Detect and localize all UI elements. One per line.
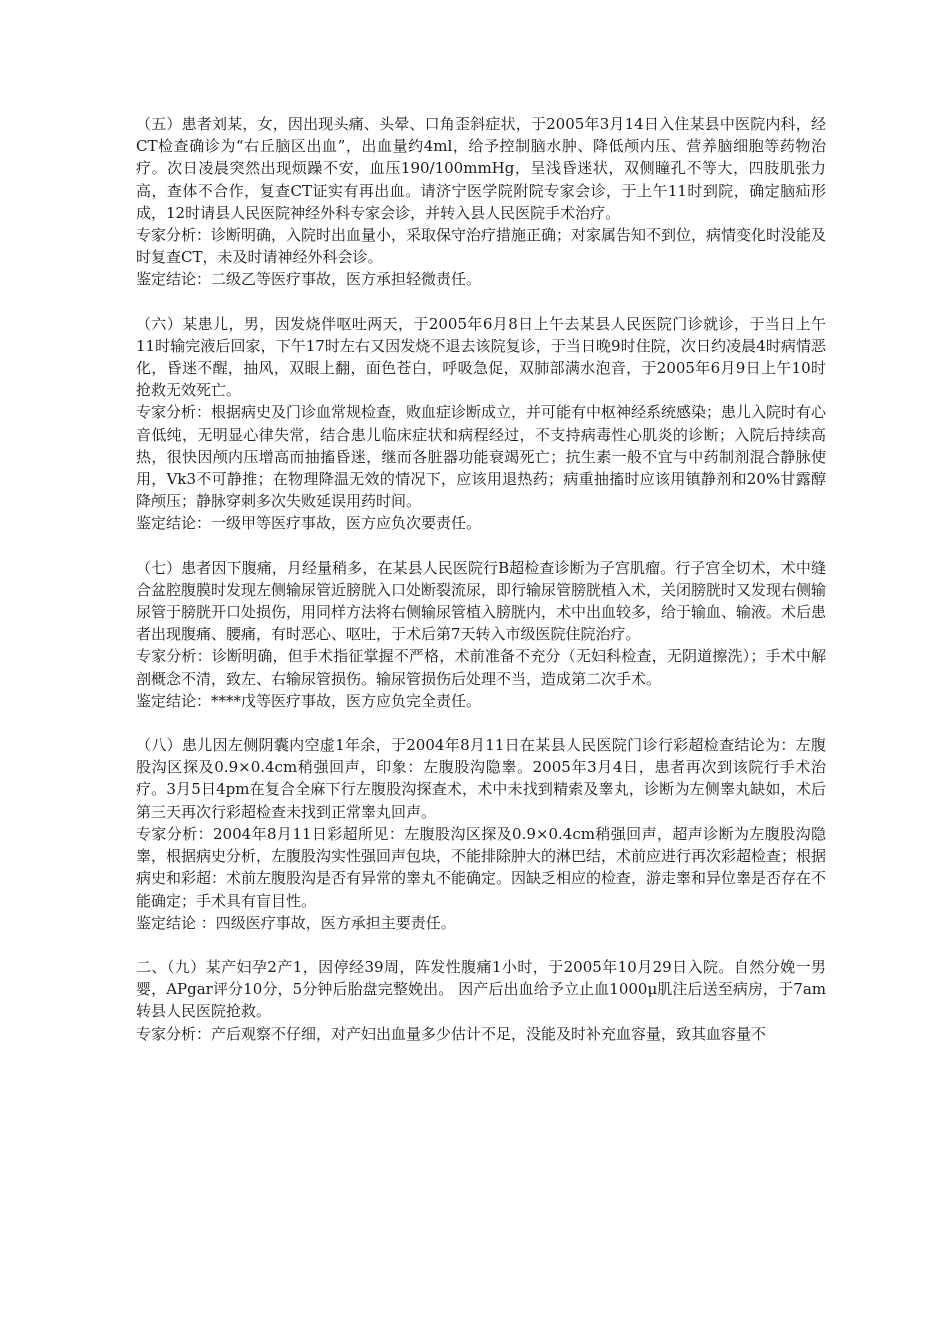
case-body: （五）患者刘某，女，因出现头痛、头晕、口角歪斜症状，于2005年3月14日入住某县中医院内科，经CT检查确诊为“右丘脑区出血”，出血量约4ml，给予控制脑水肿、降低颅内压、营养脑细胞等药物治疗。次日凌晨突然出现烦躁不安，血压190/100mmHg，呈浅昏迷状，双侧瞳孔不等大，四肢肌张力高，查体不合作，复查CT证实有再出血。请济宁医学院附院专家会诊，于上午11时到院，确定脑疝形成，12时请县人民医院神经外科专家会诊，并转入县人民医院手术治疗。 bbox=[136, 115, 826, 222]
appraisal-conclusion: 鉴定结论：二级乙等医疗事故，医方承担轻微责任。 bbox=[136, 270, 482, 289]
case-body: （六）某患儿，男，因发烧伴呕吐两天，于2005年6月8日上午去某县人民医院门诊就诊，于当日上午11时输完液后回家，下午17时左右又因发烧不退去该院复诊，于当日晚9时住院，次日约凌晨4时病情恶化，昏迷不醒，抽风，双眼上翻，面色苍白，呼吸急促，双肺部满水泡音，于2005年6月9日上午10时抢救无效死亡。 bbox=[136, 314, 826, 400]
expert-analysis: 专家分析：诊断明确，入院时出血量小，采取保守治疗措施正确；对家属告知不到位，病情变化时没能及时复查CT，未及时请神经外科会诊。 bbox=[136, 226, 827, 267]
case-5 bbox=[136, 113, 826, 291]
expert-analysis: 专家分析：2004年8月11日彩超所见：左腹股沟区探及0.9×0.4cm稍强回声，超声诊断为左腹股沟隐睾，根据病史分析，左腹股沟实性强回声包块，不能排除肿大的淋巴结，术前应进行再次彩超检查；根据病史和彩超：术前左腹股沟是否有异常的睾丸不能确定。因缺乏相应的检查，游走睾和异位睾是否存在不能确定；手术具有盲目性。 bbox=[136, 824, 827, 910]
case-6 bbox=[136, 313, 826, 535]
expert-analysis: 专家分析：诊断明确，但手术指征掌握不严格，术前准备不充分（无妇科检查，无阴道擦洗）；手术中解剖概念不清，致左、右输尿管损伤。输尿管损伤后处理不当，造成第二次手术。 bbox=[136, 647, 826, 688]
case-7 bbox=[136, 557, 826, 712]
case-9 bbox=[136, 956, 826, 1045]
document-page bbox=[136, 113, 826, 1067]
expert-analysis: 专家分析：产后观察不仔细，对产妇出血量多少估计不足，没能及时补充血容量，致其血容量不 bbox=[136, 1024, 767, 1043]
case-body: （七）患者因下腹痛，月经量稍多，在某县人民医院行B超检查诊断为子宫肌瘤。行子宫全切术，术中缝合盆腔腹膜时发现左侧输尿管近膀胱入口处断裂流尿，即行输尿管膀胱植入术，关闭膀胱时又发现右侧输尿管于膀胱开口处损伤，用同样方法将右侧输尿管植入膀胱内，术中出血较多，给于输血、输液。术后患者出现腹痛、腰痛，有时恶心、呕吐，于术后第7天转入市级医院住院治疗。 bbox=[136, 558, 827, 644]
case-body: 二、（九）某产妇孕2产1，因停经39周，阵发性腹痛1小时，于2005年10月29日入院。自然分娩一男婴，APgar评分10分，5分钟后胎盘完整娩出。 因产后出血给予立止血1000μ肌注后送至病房，于7am转县人民医院抢救。 bbox=[136, 957, 826, 1021]
expert-analysis: 专家分析：根据病史及门诊血常规检查，败血症诊断成立，并可能有中枢神经系统感染；患儿入院时有心音低纯，无明显心律失常，结合患儿临床症状和病程经过，不支持病毒性心肌炎的诊断；入院后持续高热，很快因颅内压增高而抽搐昏迷，继而各脏器功能衰竭死亡；抗生素一般不宜与中药制剂混合静脉使用，Vk3不可静推；在物理降温无效的情况下，应该用退热药；病重抽搐时应该用镇静剂和20%甘露醇降颅压；静脉穿刺多次失败延误用药时间。 bbox=[136, 403, 827, 511]
case-body: （八）患儿因左侧阴囊内空虚1年余，于2004年8月11日在某县人民医院门诊行彩超检查结论为：左腹股沟区探及0.9×0.4cm稍强回声，印象：左腹股沟隐睾。2005年3月4日，患者再次到该院行手术治疗。3月5日4pm在复合全麻下行左腹股沟探查术，术中未找到精索及睾丸，诊断为左侧睾丸缺如，术后第三天再次行彩超检查未找到正常睾丸回声。 bbox=[136, 736, 826, 821]
appraisal-conclusion: 鉴定结论 ：四级医疗事故，医方承担主要责任。 bbox=[136, 913, 456, 932]
appraisal-conclusion: 鉴定结论：一级甲等医疗事故，医方应负次要责任。 bbox=[136, 514, 482, 533]
case-8 bbox=[136, 734, 826, 934]
appraisal-conclusion: 鉴定结论：****戊等医疗事故，医方应负完全责任。 bbox=[136, 691, 482, 710]
